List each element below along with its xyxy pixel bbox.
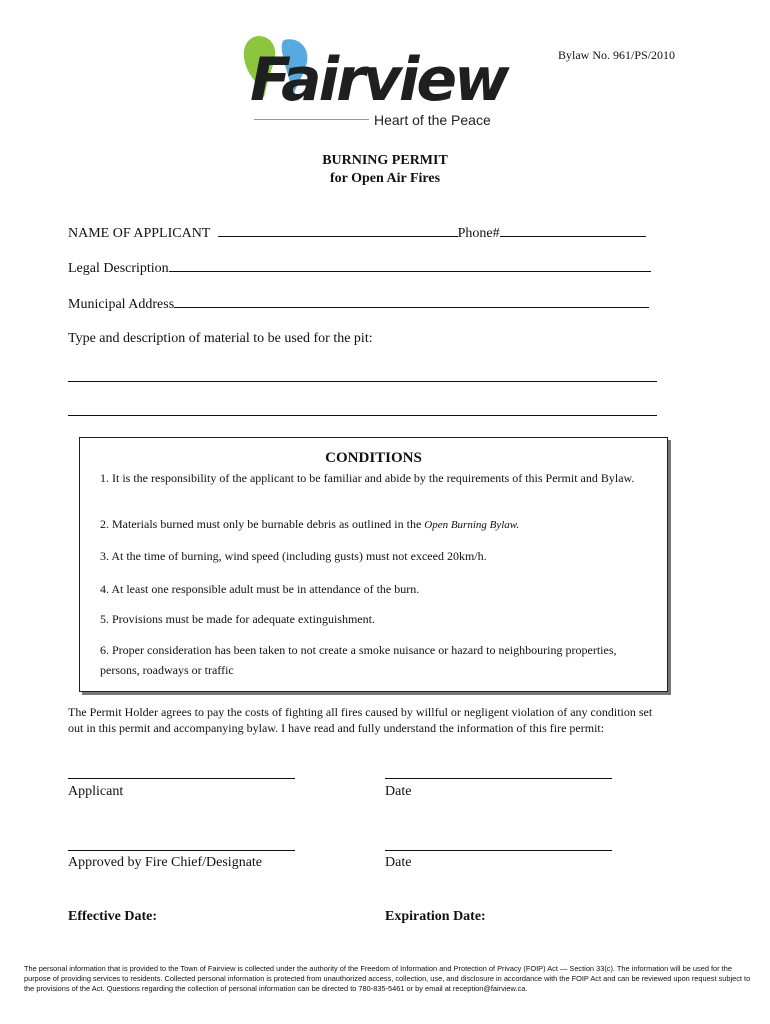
applicant-name-row bbox=[68, 224, 646, 242]
material-input-line-1[interactable] bbox=[68, 381, 657, 382]
applicant-date-label: Date bbox=[385, 784, 412, 799]
condition-6: 6. Proper consideration has been taken to not create a smoke nuisance or hazard to neighbouring properties, persons, roadways or traffic bbox=[100, 643, 617, 677]
condition-1: 1. It is the responsibility of the applicant to be familiar and abide by the requirements of this Permit and Bylaw. bbox=[100, 471, 635, 485]
condition-5: 5. Provisions must be made for adequate extinguishment. bbox=[100, 612, 375, 626]
material-input-line-2[interactable] bbox=[68, 415, 657, 416]
condition-2 bbox=[100, 514, 655, 535]
address-label: Municipal Address bbox=[68, 297, 175, 312]
legal-input-line[interactable] bbox=[169, 259, 651, 272]
fire-chief-label: Approved by Fire Chief/Designate bbox=[68, 855, 263, 870]
fire-chief-signature-line[interactable] bbox=[68, 850, 295, 851]
foip-notice: The personal information that is provided to the Town of Fairview is collected under the authority of the Freedom of Information and Protection of Privacy (FOIP) Act — Section 33(c). The information will be used for the purpose of providing services to residents. Collected personal information is protected from unauthorized access, collection, use, and disclosure in accordance with the FOIP Act and can be reviewed upon request subject to the provisions of the Act. Questions regarding the collection of personal information can be directed to 780-835-5461 or by email at reception@fairview.ca. bbox=[24, 964, 751, 993]
approval-date-label: Date bbox=[385, 855, 412, 870]
legal-description-row bbox=[68, 259, 651, 277]
legal-label: Legal Description bbox=[68, 261, 169, 276]
bylaw-number: Bylaw No. 961/PS/2010 bbox=[558, 48, 676, 62]
logo-wordmark: Fairview bbox=[250, 45, 507, 115]
address-input-line[interactable] bbox=[174, 295, 649, 308]
conditions-box bbox=[79, 437, 668, 692]
name-label: NAME OF APPLICANT bbox=[68, 226, 211, 241]
permit-title: BURNING PERMIT bbox=[322, 153, 448, 168]
phone-label: Phone# bbox=[457, 226, 500, 241]
condition-3: 3. At the time of burning, wind speed (including gusts) must not exceed 20km/h. bbox=[100, 549, 487, 563]
logo-tagline: Heart of the Peace bbox=[374, 112, 491, 128]
effective-date-label: Effective Date: bbox=[68, 909, 158, 924]
material-label: Type and description of material to be used for the pit: bbox=[68, 331, 373, 346]
permit-subtitle: for Open Air Fires bbox=[329, 171, 441, 186]
condition-2-text: 2. Materials burned must only be burnable debris as outlined in the bbox=[100, 517, 425, 531]
conditions-title: CONDITIONS bbox=[325, 450, 422, 466]
logo-divider bbox=[254, 119, 369, 120]
municipal-address-row bbox=[68, 295, 649, 313]
approval-date-line[interactable] bbox=[385, 850, 612, 851]
expiration-date-label: Expiration Date: bbox=[385, 909, 486, 924]
applicant-date-line[interactable] bbox=[385, 778, 612, 779]
agreement-text: The Permit Holder agrees to pay the costs of fighting all fires caused by willful or negligent violation of any condition set out in this permit and accompanying bylaw. I have read and fully understand the information of this fire permit: bbox=[68, 705, 653, 735]
applicant-label: Applicant bbox=[68, 784, 124, 799]
open-burning-bylaw-ref: Open Burning Bylaw. bbox=[424, 519, 520, 531]
condition-4: 4. At least one responsible adult must be in attendance of the burn. bbox=[100, 582, 420, 596]
applicant-signature-line[interactable] bbox=[68, 778, 295, 779]
phone-input-line[interactable] bbox=[500, 224, 646, 237]
fairview-logo bbox=[232, 30, 522, 130]
name-input-line[interactable] bbox=[218, 224, 458, 237]
